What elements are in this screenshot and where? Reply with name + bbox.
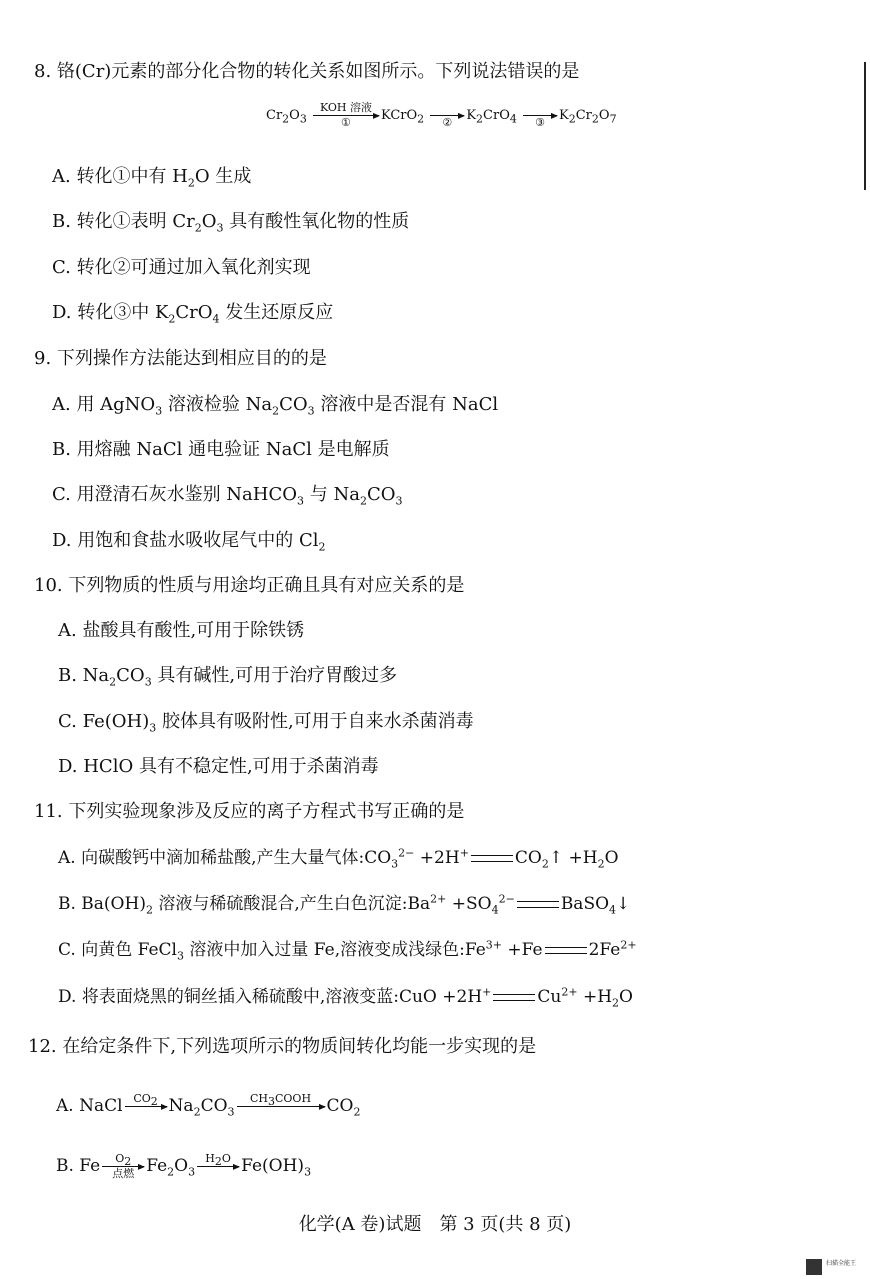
question-12-option-a: A. NaCl $CO_2$ $Na_2CO_3$ $CH_3COOH$ $CO_2$ <box>56 1092 361 1119</box>
question-10-option-d: D. HClO 具有不稳定性,可用于杀菌消毒 <box>58 756 379 777</box>
equals-sign <box>517 901 559 908</box>
question-10-option-c: C. $Fe(OH)_3$ 胶体具有吸附性,可用于自来水杀菌消毒 <box>58 711 474 735</box>
arrow-2: ② <box>430 115 464 116</box>
question-9-stem: 9. 下列操作方法能达到相应目的的是 <box>34 348 327 369</box>
arrow-o2: $O_2$ 点燃 <box>102 1166 144 1167</box>
question-10-option-a: A. 盐酸具有酸性,可用于除铁锈 <box>58 620 305 641</box>
question-9-option-d: D. 用饱和食盐水吸收尾气中的 $Cl_2$ <box>52 530 326 554</box>
question-12-option-b: B. Fe $O_2$ 点燃 $Fe_2O_3$ $H_2O$ $Fe(OH)_3$ <box>56 1152 312 1180</box>
question-8-option-b: B. 转化①表明 $Cr_2O_3$ 具有酸性氧化物的性质 <box>52 211 410 235</box>
equals-sign <box>493 994 535 1001</box>
question-9-option-a: A. 用 AgNO$_3$ 溶液检验 $Na_2CO_3$ 溶液中是否混有 NaCl <box>52 394 499 418</box>
arrow-3: ③ <box>523 115 557 116</box>
question-8-reaction-scheme: $Cr_2O_3$ KOH 溶液 ① KCrO$_2$ ② $K_2CrO_4$ ③ $K_2Cr_2O_7$ <box>266 101 617 129</box>
question-9-option-c: C. 用澄清石灰水鉴别 NaHCO$_3$ 与 $Na_2CO_3$ <box>52 484 403 508</box>
equals-sign <box>545 947 587 954</box>
scanner-watermark: 扫描全能王 <box>826 1260 857 1267</box>
question-9-option-b: B. 用熔融 NaCl 通电验证 NaCl 是电解质 <box>52 439 390 460</box>
arrow-co2: $CO_2$ <box>125 1106 167 1107</box>
question-10-option-b: B. $Na_2CO_3$ 具有碱性,可用于治疗胃酸过多 <box>58 665 398 689</box>
question-11-option-b: B. $Ba(OH)_2$ 溶液与稀硫酸混合,产生白色沉淀$:Ba^{2+} +SO_4^{2-}$ BaSO$_4$↓ <box>58 892 631 917</box>
question-8-option-c: C. 转化②可通过加入氧化剂实现 <box>52 257 311 278</box>
question-10-stem: 10. 下列物质的性质与用途均正确且具有对应关系的是 <box>34 575 465 596</box>
question-11-option-a: A. 向碳酸钙中滴加稀盐酸,产生大量气体$:CO_3^{2-} +2H^+$ $CO_2↑ +H_2O$ <box>58 846 619 871</box>
question-11-option-c: C. 向黄色 FeCl$_3$ 溶液中加入过量 Fe,溶液变成浅绿色$:Fe^{3+} +Fe$ $2Fe^{2+}$ <box>58 938 637 963</box>
equals-sign <box>471 855 513 862</box>
question-8-option-d: D. 转化③中 $K_2CrO_4$ 发生还原反应 <box>52 302 334 326</box>
page-footer: 化学(A 卷)试题 第 3 页(共 8 页) <box>298 1214 572 1235</box>
question-11-stem: 11. 下列实验现象涉及反应的离子方程式书写正确的是 <box>34 801 465 822</box>
arrow-1: KOH 溶液 ① <box>313 115 379 116</box>
question-8-option-a: A. 转化①中有 $H_2O$ 生成 <box>52 166 252 190</box>
question-12-stem: 12. 在给定条件下,下列选项所示的物质间转化均能一步实现的是 <box>28 1036 537 1057</box>
arrow-h2o: $H_2O$ <box>197 1166 239 1167</box>
qr-code-icon <box>806 1259 822 1275</box>
question-11-option-d: D. 将表面烧黑的铜丝插入稀硫酸中,溶液变蓝:CuO +2H+ $Cu^{2+} +H_2O$ <box>58 985 633 1010</box>
margin-bar <box>864 62 866 190</box>
question-8-stem: 8. 铬(Cr)元素的部分化合物的转化关系如图所示。下列说法错误的是 <box>34 61 580 82</box>
arrow-ch3cooh: $CH_3COOH$ <box>237 1106 325 1107</box>
